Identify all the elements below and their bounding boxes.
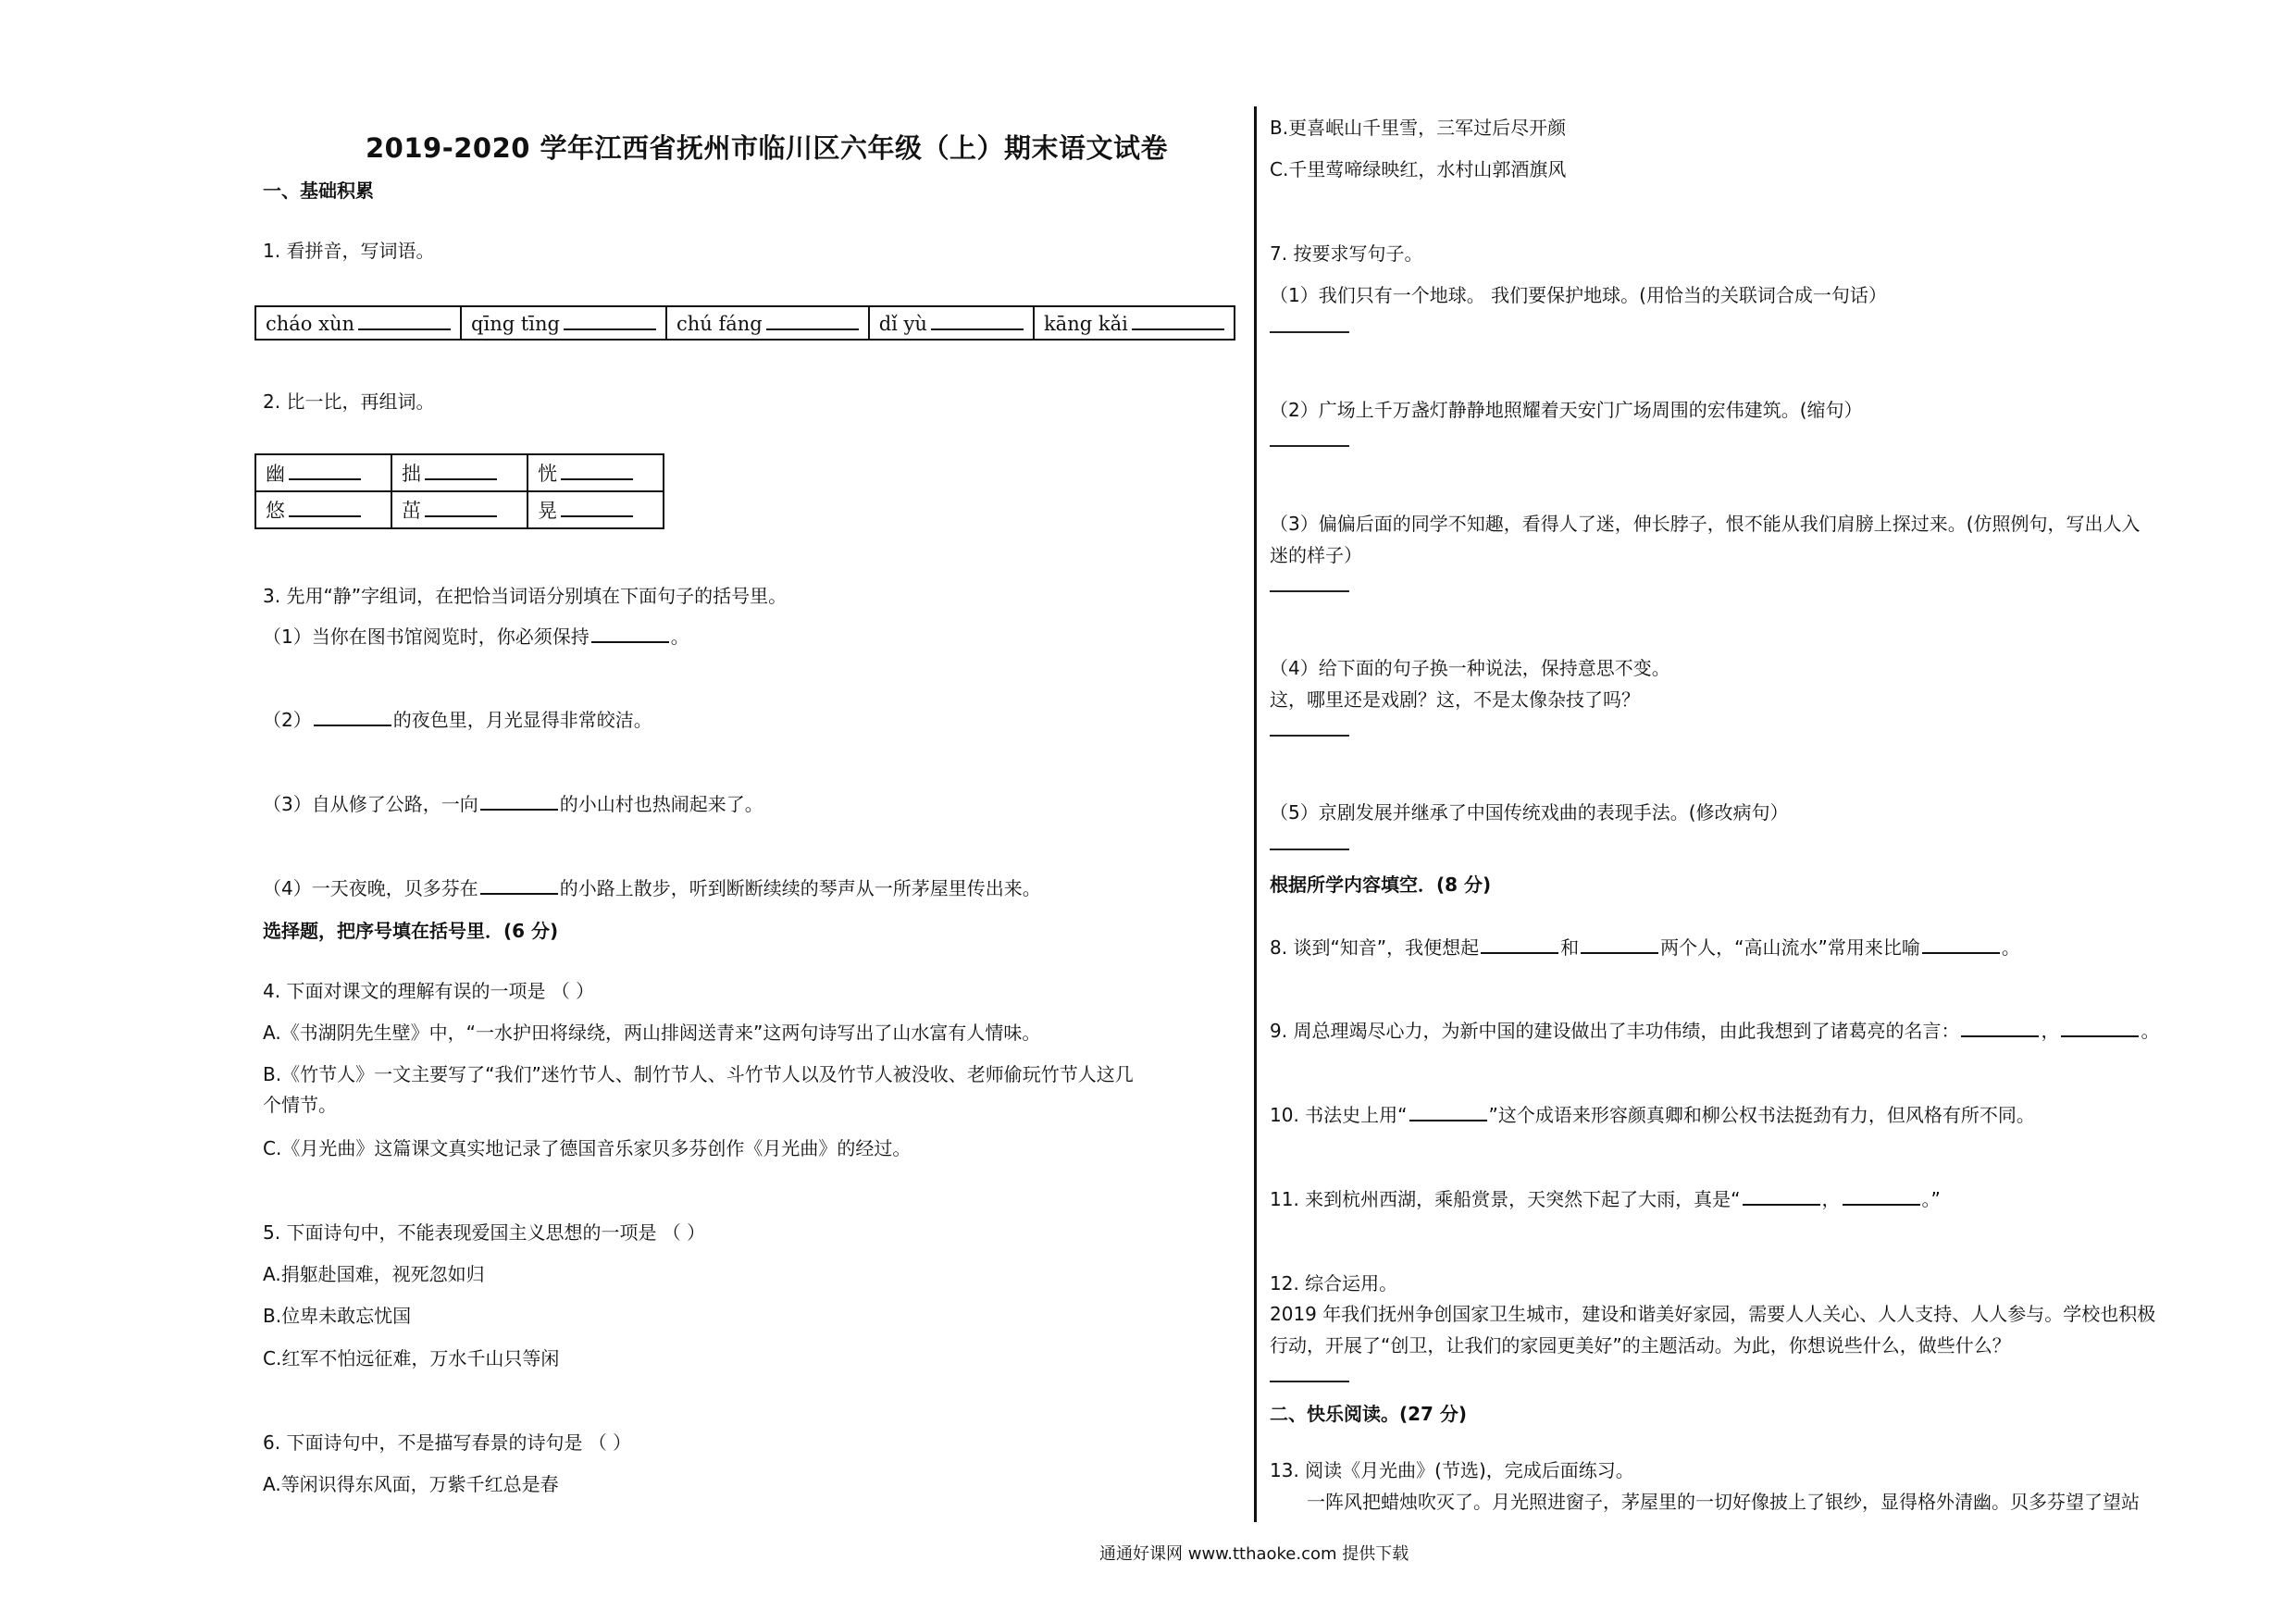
answer-line[interactable]: [1270, 445, 1349, 447]
column-divider: [1254, 106, 1257, 1522]
question-4-option-b: B.《竹节人》一文主要写了“我们”迷竹节人、制竹节人、斗竹节人以及竹节人被没收、老师偷玩竹节人这几: [263, 1063, 1134, 1085]
section-heading-basic: 一、基础积累: [263, 180, 374, 202]
question-7: 7. 按要求写句子。: [1270, 242, 1423, 265]
sentence-text: 和: [1560, 936, 1580, 959]
sentence-text: （1）当你在图书馆阅览时，你必须保持: [263, 626, 590, 648]
pinyin-cell: [1034, 306, 1235, 340]
answer-blank[interactable]: [1743, 1187, 1820, 1206]
question-5-option-c: C.红军不怕远征难，万水千山只等闲: [263, 1347, 560, 1369]
question-6-option-b: B.更喜岷山千里雪，三军过后尽开颜: [1270, 117, 1567, 139]
answer-line[interactable]: [1270, 735, 1349, 737]
question-12: 12. 综合运用。: [1270, 1272, 1398, 1295]
answer-blank[interactable]: [591, 625, 669, 643]
section-heading-choice: 选择题，把序号填在括号里．(6 分): [263, 920, 559, 942]
answer-blank[interactable]: [480, 792, 558, 811]
answer-line[interactable]: [1270, 1381, 1349, 1382]
answer-blank[interactable]: [314, 708, 391, 726]
compare-table: [254, 453, 664, 529]
answer-blank[interactable]: [1843, 1187, 1920, 1206]
char-text: 恍: [538, 463, 557, 485]
page-title: 2019-2020 学年江西省抚州市临川区六年级（上）期末语文试卷: [366, 132, 1169, 164]
question-4-option-a: A.《书湖阴先生壁》中，“一水护田将绿绕，两山排闼送青来”这两句诗写出了山水富有人情味。: [263, 1022, 1041, 1044]
question-7-item-2: （2）广场上千万盏灯静静地照耀着天安门广场周围的宏伟建筑。(缩句）: [1270, 399, 1863, 421]
answer-blank[interactable]: [289, 499, 361, 517]
sentence-text: 的小路上散步，听到断断续续的琴声从一所茅屋里传出来。: [559, 877, 1041, 899]
pinyin-text: kāng kǎi: [1043, 312, 1128, 335]
pinyin-text: dǐ yù: [878, 312, 927, 335]
reading-passage: 一阵风把蜡烛吹灭了。月光照进窗子，茅屋里的一切好像披上了银纱，显得格外清幽。贝多芬望了望站: [1307, 1491, 2140, 1513]
question-4-option-b-cont: 个情节。: [263, 1094, 337, 1116]
answer-blank[interactable]: [766, 312, 859, 330]
question-6: 6. 下面诗句中，不是描写春景的诗句是 （ ）: [263, 1431, 632, 1454]
pinyin-text: qīng tīng: [471, 312, 560, 335]
question-12-text-2: 行动，开展了“创卫，让我们的家园更美好”的主题活动。为此，你想说些什么，做些什么？: [1270, 1334, 2011, 1357]
sentence-text: 8. 谈到“知音”，我便想起: [1270, 936, 1480, 959]
question-3-item-3: [263, 789, 763, 816]
question-1: 1. 看拼音，写词语。: [263, 240, 435, 262]
question-5-option-a: A.捐躯赴国难，视死忽如归: [263, 1263, 485, 1285]
char-text: 晃: [538, 500, 557, 522]
sentence-text: 的小山村也热闹起来了。: [559, 793, 763, 815]
question-10: [1270, 1100, 2035, 1127]
question-11: [1270, 1184, 1941, 1211]
question-5-option-b: B.位卑未敢忘忧国: [263, 1305, 412, 1327]
char-cell: [255, 454, 391, 491]
question-7-item-4-sentence: 这，哪里还是戏剧？这，不是太像杂技了吗？: [1270, 688, 1640, 711]
answer-line[interactable]: [1270, 849, 1349, 850]
sentence-text: （4）一天夜晚，贝多芬在: [263, 877, 478, 899]
sentence-text: （2）: [263, 709, 312, 731]
sentence-text: 。: [2001, 936, 2020, 959]
sentence-text: 9. 周总理竭尽心力，为新中国的建设做出了丰功伟绩，由此我想到了诸葛亮的名言：: [1270, 1020, 1960, 1042]
answer-blank[interactable]: [1922, 935, 2000, 954]
sentence-text: ”这个成语来形容颜真卿和柳公权书法挺劲有力，但风格有所不同。: [1488, 1104, 2035, 1126]
answer-blank[interactable]: [1481, 935, 1558, 954]
question-12-text-1: 2019 年我们抚州争创国家卫生城市，建设和谐美好家园，需要人人关心、人人支持、人人参与。学校也积极: [1270, 1303, 2156, 1325]
question-6-option-a: A.等闲识得东风面，万紫千红总是春: [263, 1473, 559, 1495]
answer-blank[interactable]: [425, 462, 497, 480]
question-2: 2. 比一比，再组词。: [263, 390, 435, 413]
char-text: 幽: [266, 463, 285, 485]
question-5: 5. 下面诗句中，不能表现爱国主义思想的一项是 （ ）: [263, 1221, 706, 1244]
answer-blank[interactable]: [2061, 1019, 2139, 1037]
sentence-text: 。: [670, 626, 689, 648]
char-text: 悠: [266, 500, 285, 522]
answer-blank[interactable]: [561, 462, 633, 480]
question-13: 13. 阅读《月光曲》(节选)，完成后面练习。: [1270, 1459, 1634, 1481]
pinyin-cell: [461, 306, 666, 340]
answer-blank[interactable]: [289, 462, 361, 480]
question-3-item-2: [263, 705, 652, 732]
answer-line[interactable]: [1270, 590, 1349, 592]
question-3: 3. 先用“静”字组词，在把恰当词语分别填在下面句子的括号里。: [263, 585, 788, 607]
sentence-text: 两个人，“高山流水”常用来比喻: [1660, 936, 1920, 959]
sentence-text: 10. 书法史上用“: [1270, 1104, 1408, 1126]
answer-blank[interactable]: [564, 312, 656, 330]
char-text: 拙: [402, 463, 421, 485]
question-8: [1270, 933, 2020, 960]
footer-credit: 通通好课网 www.tthaoke.com 提供下载: [1099, 1544, 1409, 1564]
question-7-item-4: （4）给下面的句子换一种说法，保持意思不变。: [1270, 657, 1670, 679]
answer-blank[interactable]: [425, 499, 497, 517]
char-cell: [527, 454, 664, 491]
sentence-text: ，: [2041, 1020, 2060, 1042]
answer-blank[interactable]: [1132, 312, 1224, 330]
question-7-item-3: （3）偏偏后面的同学不知趣，看得人了迷，伸长脖子，恨不能从我们肩膀上探过来。(仿照例句，写出人入: [1270, 513, 2141, 535]
question-3-item-1: [263, 622, 689, 649]
question-4: 4. 下面对课文的理解有误的一项是 （ ）: [263, 980, 595, 1002]
pinyin-text: chú fáng: [676, 312, 763, 335]
char-cell: [391, 454, 527, 491]
answer-line[interactable]: [1270, 331, 1349, 333]
pinyin-table: [254, 305, 1235, 341]
pinyin-cell: [666, 306, 869, 340]
question-7-item-5: （5）京剧发展并继承了中国传统戏曲的表现手法。(修改病句）: [1270, 801, 1789, 824]
pinyin-cell: [255, 306, 461, 340]
pinyin-cell: [869, 306, 1034, 340]
sentence-text: 。”: [1921, 1188, 1941, 1210]
pinyin-text: cháo xùn: [266, 312, 355, 335]
char-text: 茁: [402, 500, 421, 522]
question-6-option-c: C.千里莺啼绿映红，水村山郭酒旗风: [1270, 158, 1567, 180]
sentence-text: 。: [2141, 1020, 2160, 1042]
answer-blank[interactable]: [480, 876, 558, 895]
sentence-text: 的夜色里，月光显得非常皎洁。: [392, 709, 652, 731]
sentence-text: （3）自从修了公路，一向: [263, 793, 478, 815]
question-3-item-4: [263, 873, 1041, 900]
question-7-item-1: （1）我们只有一个地球。 我们要保护地球。(用恰当的关联词合成一句话）: [1270, 284, 1887, 306]
question-7-item-3-cont: 迷的样子）: [1270, 544, 1362, 566]
char-cell: [255, 491, 391, 528]
answer-blank[interactable]: [1961, 1019, 2039, 1037]
question-9: [1270, 1016, 2159, 1043]
answer-blank[interactable]: [931, 312, 1024, 330]
sentence-text: ，: [1821, 1188, 1841, 1210]
char-cell: [527, 491, 664, 528]
section-heading-reading: 二、快乐阅读。(27 分): [1270, 1403, 1468, 1425]
section-heading-fill: 根据所学内容填空．(8 分): [1270, 873, 1492, 896]
sentence-text: 11. 来到杭州西湖，乘船赏景，天突然下起了大雨，真是“: [1270, 1188, 1741, 1210]
question-4-option-c: C.《月光曲》这篇课文真实地记录了德国音乐家贝多芬创作《月光曲》的经过。: [263, 1137, 912, 1159]
answer-blank[interactable]: [1409, 1103, 1487, 1121]
answer-blank[interactable]: [1581, 935, 1658, 954]
char-cell: [391, 491, 527, 528]
answer-blank[interactable]: [358, 312, 451, 330]
answer-blank[interactable]: [561, 499, 633, 517]
